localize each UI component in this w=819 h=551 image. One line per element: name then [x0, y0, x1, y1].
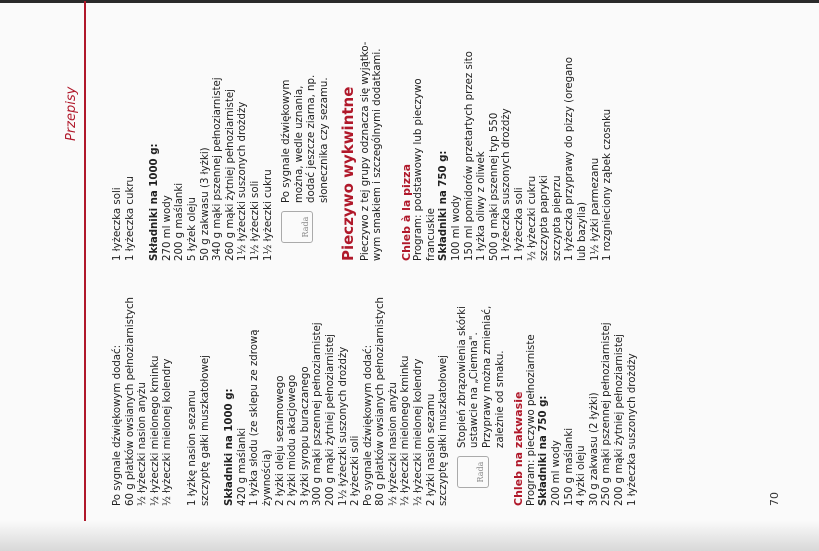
tip-line: Stopień zbrązowienia skórki: [456, 306, 468, 448]
text-line: Pieczywo z tej grupy odznacza się wyjątko-: [359, 41, 371, 261]
tip-box: [281, 21, 331, 261]
ingredient-line: 1 łyżeczka suszonych drożdży: [626, 353, 638, 506]
ingredient-list: [551, 276, 639, 506]
ingredient-line: 300 g mąki pszennej pełnoziarnistej: [312, 322, 324, 506]
ingredient-line: żywnością): [261, 449, 273, 506]
ingredient-line: 150 g maślanki: [563, 427, 575, 506]
ingredient-line: 1 łyżka słodu (ze sklepu ze zdrową: [249, 329, 261, 506]
ingredient-line: 200 g maślanki: [174, 182, 186, 261]
text-line: 1 łyżeczka soli: [112, 187, 123, 261]
recipe-title: Chleb à la pizza: [399, 164, 413, 261]
ingredients-heading: Składniki na 1000 g:: [224, 388, 236, 506]
section-heading: Pieczywo wykwintne: [338, 86, 357, 261]
ingredient-line: 1½ łyżeczki soli: [249, 180, 261, 261]
page-edge: [0, 0, 819, 3]
ingredient-line: ½ łyżeczki cukru: [526, 175, 538, 261]
ingredient-line: 1 łyżeczka soli: [514, 187, 526, 261]
ingredient-line: 2 łyżki nasion sezamu: [425, 393, 437, 506]
rada-icon: Rada: [281, 211, 313, 243]
ingredient-line: 2 łyżeczki soli: [350, 435, 362, 506]
ingredient-line: 2 łyżki miodu akacjowego: [287, 374, 299, 506]
tip-line: zależnie od smaku.: [494, 350, 506, 448]
text-line: szczyptę gałki muszkatołowej: [199, 355, 211, 506]
right-column: [112, 21, 615, 261]
ingredient-list: [451, 21, 615, 261]
ingredient-line: szczyptę gałki muszkatołowej: [438, 355, 450, 506]
ingredient-line: Po sygnale dźwiękowym dodać:: [362, 344, 374, 506]
ingredient-line: 1½ łyżki parmezanu: [589, 157, 601, 261]
ingredient-line: szczypta pieprzu: [551, 175, 563, 261]
tip-box: [457, 276, 507, 506]
program-line: Program: pieczywo pełnoziarniste: [525, 334, 537, 506]
text-line: 1 łyżeczka cukru: [124, 175, 136, 261]
ingredient-line: 30 g zakwasu (2 łyżki): [588, 392, 600, 506]
ingredient-line: 260 g mąki żytniej pełnoziarnistej: [224, 89, 236, 261]
block-b: [187, 276, 212, 506]
tip-text: [457, 306, 507, 448]
block-a: [112, 276, 175, 506]
text-line: ½ łyżeczki mielonego kminku: [149, 355, 161, 506]
ingredient-line: 1 łyżeczka suszonych drożdży: [501, 108, 513, 261]
tip-line: Po sygnale dźwiękowym: [281, 79, 293, 203]
ingredient-line: 4 łyżki oleju: [576, 445, 588, 506]
ingredient-line: 200 ml wody: [551, 440, 562, 506]
ingredient-line: ½ łyżeczki mielonej kolendry: [413, 358, 425, 506]
ingredient-line: 1½ łyżeczki suszonych drożdży: [337, 346, 349, 506]
ingredient-line: 1½ łyżeczki cukru: [262, 169, 274, 261]
ingredient-line: 100 ml wody: [451, 195, 463, 261]
ingredient-line: ½ łyżeczki nasion anyżu: [387, 382, 399, 506]
program-line: Program: podstawowy lub pieczywo: [413, 78, 425, 261]
tip-line: dodać jeszcze ziarna, np.: [306, 74, 318, 203]
tip-line: można, wedle uznania,: [293, 85, 305, 203]
text-line: wym smakiem i szczególnymi dodatkami.: [372, 48, 384, 261]
page-number: 70: [768, 492, 781, 506]
ingredient-line: 1 łyżeczka przyprawy do pizzy (oregano: [564, 57, 576, 261]
text-line: 60 g płatków owsianych pełnoziarnistych: [124, 297, 136, 506]
tip-line: Przyprawy można zmieniać,: [482, 305, 494, 448]
text-line: Po sygnale dźwiękowym dodać:: [112, 344, 123, 506]
ingredient-line: 420 g maślanki: [236, 427, 248, 506]
ingredient-line: 50 g zakwasu (3 łyżki): [199, 147, 211, 261]
tip-line: słonecznika czy sezamu.: [318, 77, 330, 203]
program-line: francuskie: [425, 208, 437, 261]
ingredient-line: 200 g mąki żytniej pełnoziarnistej: [324, 334, 336, 506]
left-column: [112, 276, 639, 506]
ingredient-list: [237, 276, 451, 506]
tip-line: ustawcie na „Ciemna".: [469, 332, 481, 448]
ingredients-heading: Składniki na 750 g:: [438, 150, 450, 261]
rada-icon: Rada: [457, 456, 489, 488]
ingredient-line: 500 g mąki pszennej typ 550: [488, 112, 500, 261]
ingredient-line: ½ łyżeczki mielonego kminku: [400, 355, 412, 506]
ingredient-line: 2 łyżki oleju sezamowego: [274, 375, 286, 506]
ingredient-line: 150 ml pomidorów przetartych przez sito: [463, 51, 475, 261]
header-rule: [84, 1, 86, 521]
block-a: [112, 21, 137, 261]
text-line: 1 łyżkę nasion sezamu: [186, 390, 198, 506]
recipe-title: Chleb na zakwasie: [512, 391, 526, 506]
ingredient-line: 1 łyżka oliwy z oliwek: [476, 151, 488, 261]
ingredient-line: 1½ łyżeczki suszonych drożdży: [237, 101, 249, 261]
ingredient-line: lub bazylia): [577, 202, 588, 261]
ingredient-line: 270 ml wody: [161, 195, 173, 261]
ingredients-heading: Składniki na 1000 g:: [149, 143, 161, 261]
ingredient-line: 250 g mąki pszennej pełnoziarnistej: [601, 322, 613, 506]
ingredient-list: [162, 21, 275, 261]
ingredient-line: szczypta papryki: [539, 175, 551, 261]
ingredient-line: 80 g płatków owsianych pełnoziarnistych: [375, 297, 387, 506]
ingredients-heading: Składniki na 750 g:: [538, 395, 550, 506]
ingredient-line: 5 łyżek oleju: [186, 196, 198, 261]
ingredient-line: 1 rozgnieciony ząbek czosnku: [602, 108, 614, 261]
tip-text: [281, 75, 331, 203]
ingredient-line: 340 g mąki pszennej pełnoziarnistej: [212, 77, 224, 261]
text-line: ½ łyżeczki mielonej kolendry: [162, 358, 174, 506]
page-gutter-shadow: [0, 521, 819, 551]
ingredient-line: 3 łyżki syropu buraczanego: [299, 366, 311, 506]
ingredient-line: 200 g mąki żytniej pełnoziarnistej: [613, 334, 625, 506]
text-line: ½ łyżeczki nasion anyżu: [137, 382, 149, 506]
section-title: Przepisy: [64, 86, 79, 141]
